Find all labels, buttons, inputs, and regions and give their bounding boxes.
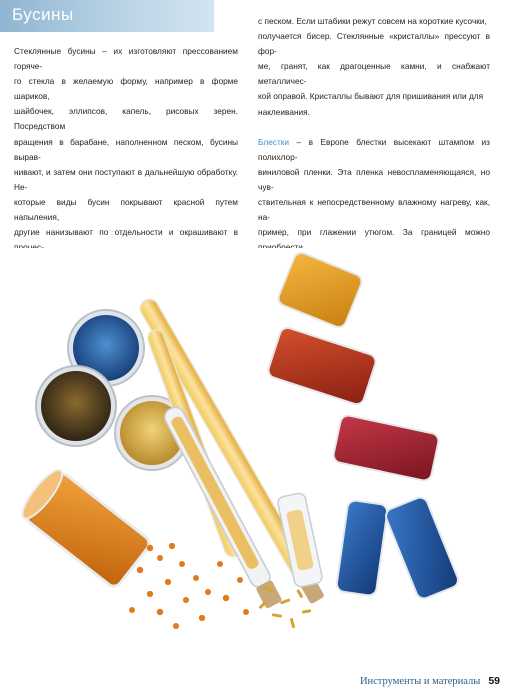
body-line: ме, гранят, как драгоценные камни, и снабжают металличес- — [258, 61, 490, 87]
body-line: кой оправой. Кристаллы бывают для пришивания или для — [258, 91, 484, 102]
bronze-bead-jar — [36, 366, 116, 446]
amber-bead-tube — [276, 251, 364, 330]
blue-bead-tube-right — [384, 495, 461, 600]
body-line: пример, при глажении утюгом. За границей можно — [258, 227, 490, 238]
body-text: – в Европе блестки высекают штампом из полихлор- — [258, 136, 490, 162]
body-line: Стеклянные бусины – их изготовляют прессованием горяче- — [14, 46, 238, 72]
page-title: Бусины — [12, 5, 74, 24]
title-band — [0, 0, 214, 32]
body-line: другие нанизывают по отдельности и окрашивают в — [14, 227, 238, 238]
term-blestki: Блестки — [258, 136, 290, 147]
body-line: го стекла в желаемую форму, например в форме шариков, — [14, 76, 238, 102]
body-line: вращения в барабане, наполненном песком, бусины вырав- — [14, 136, 238, 162]
body-line: виниловой пленки. Эта пленка невоспламеняющаяся, но чув- — [258, 166, 490, 192]
orange-bead-jar-tipped — [17, 465, 152, 589]
body-line: наклеивания. — [258, 106, 310, 117]
page-number: 59 — [488, 675, 500, 687]
body-line: с песком. Если штабики режут совсем на короткие кусочки, — [258, 16, 487, 26]
body-line: ствительная к непосредственному влажному нагреву, как, на- — [258, 197, 490, 223]
body-line — [258, 135, 490, 165]
beads-photo — [0, 248, 514, 648]
page-footer — [360, 675, 500, 687]
footer-section-label: Инструменты и материалы — [359, 675, 481, 687]
blue-bead-tube-left — [336, 500, 388, 597]
body-line: шайбочек, эллипсов, капель, рисовых зерен. Посредством — [14, 106, 238, 132]
red-bead-tube — [266, 326, 377, 406]
body-line: нивают, и затем они поступают в дальнейшую обработку. Не- — [14, 166, 238, 192]
crimson-bugle-tube — [332, 414, 440, 482]
body-line: которые виды бусин покрывают красной путем напыления, — [14, 196, 238, 223]
body-line: получается бисер. Стеклянные «кристаллы» прессуют в фор- — [258, 31, 490, 57]
